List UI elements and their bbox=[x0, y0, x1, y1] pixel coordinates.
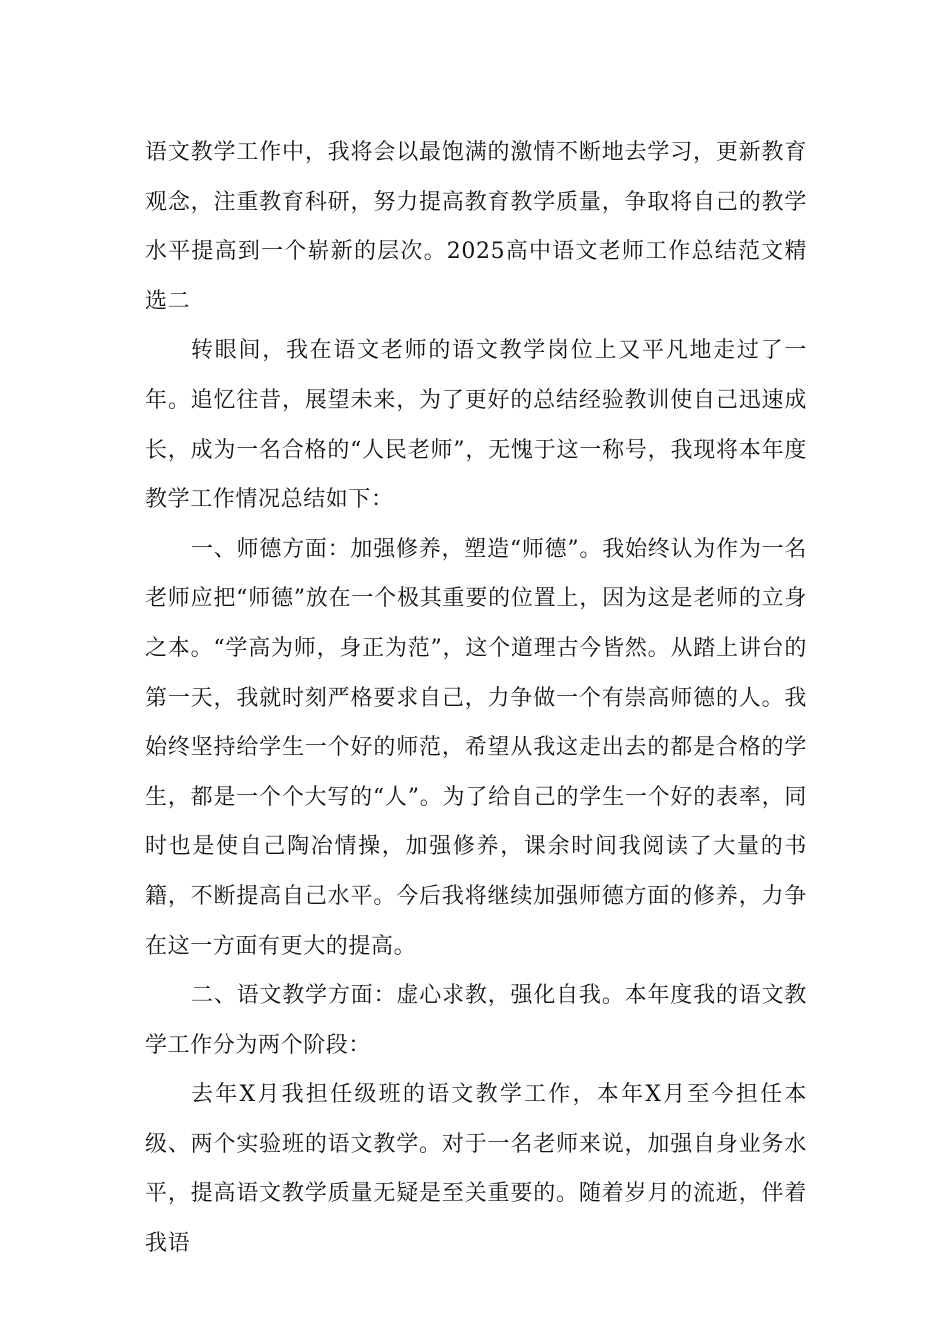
paragraph-3: 一、师德方面：加强修养，塑造“师德”。我始终认为作为一名老师应把“师德”放在一个极其重要的位置上，因为这是老师的立身之本。“学高为师，身正为范”，这个道理古今皆然。从踏上讲台的第一天，我就时刻严格要求自己，力争做一个有崇高师德的人。我始终坚持给学生一个好的师范，希望从我这走出去的都是合格的学生，都是一个个大写的“人”。为了给自己的学生一个好的表率，同时也是使自己陶冶情操，加强修养，课余时间我阅读了大量的书籍，不断提高自己水平。今后我将继续加强师德方面的修养，力争在这一方面有更大的提高。 bbox=[145, 536, 807, 959]
paragraph-1: 语文教学工作中，我将会以最饱满的激情不断地去学习，更新教育观念，注重教育科研，努力提高教育教学质量，争取将自己的教学水平提高到一个崭新的层次。2025高中语文老师工作总结范文精选二 bbox=[145, 140, 807, 314]
paragraph-4: 二、语文教学方面：虚心求教，强化自我。本年度我的语文教学工作分为两个阶段： bbox=[145, 983, 807, 1058]
paragraph-2: 转眼间，我在语文老师的语文教学岗位上又平凡地走过了一年。追忆往昔，展望未来，为了更好的总结经验教训使自己迅速成长，成为一名合格的“人民老师”，无愧于这一称号，我现将本年度教学工作情况总结如下： bbox=[145, 338, 807, 513]
document-body bbox=[145, 128, 807, 1269]
paragraph-5: 去年X月我担任级班的语文教学工作，本年X月至今担任本级、两个实验班的语文教学。对于一名老师来说，加强自身业务水平，提高语文教学质量无疑是至关重要的。随着岁月的流逝，伴着我语 bbox=[145, 1082, 807, 1257]
